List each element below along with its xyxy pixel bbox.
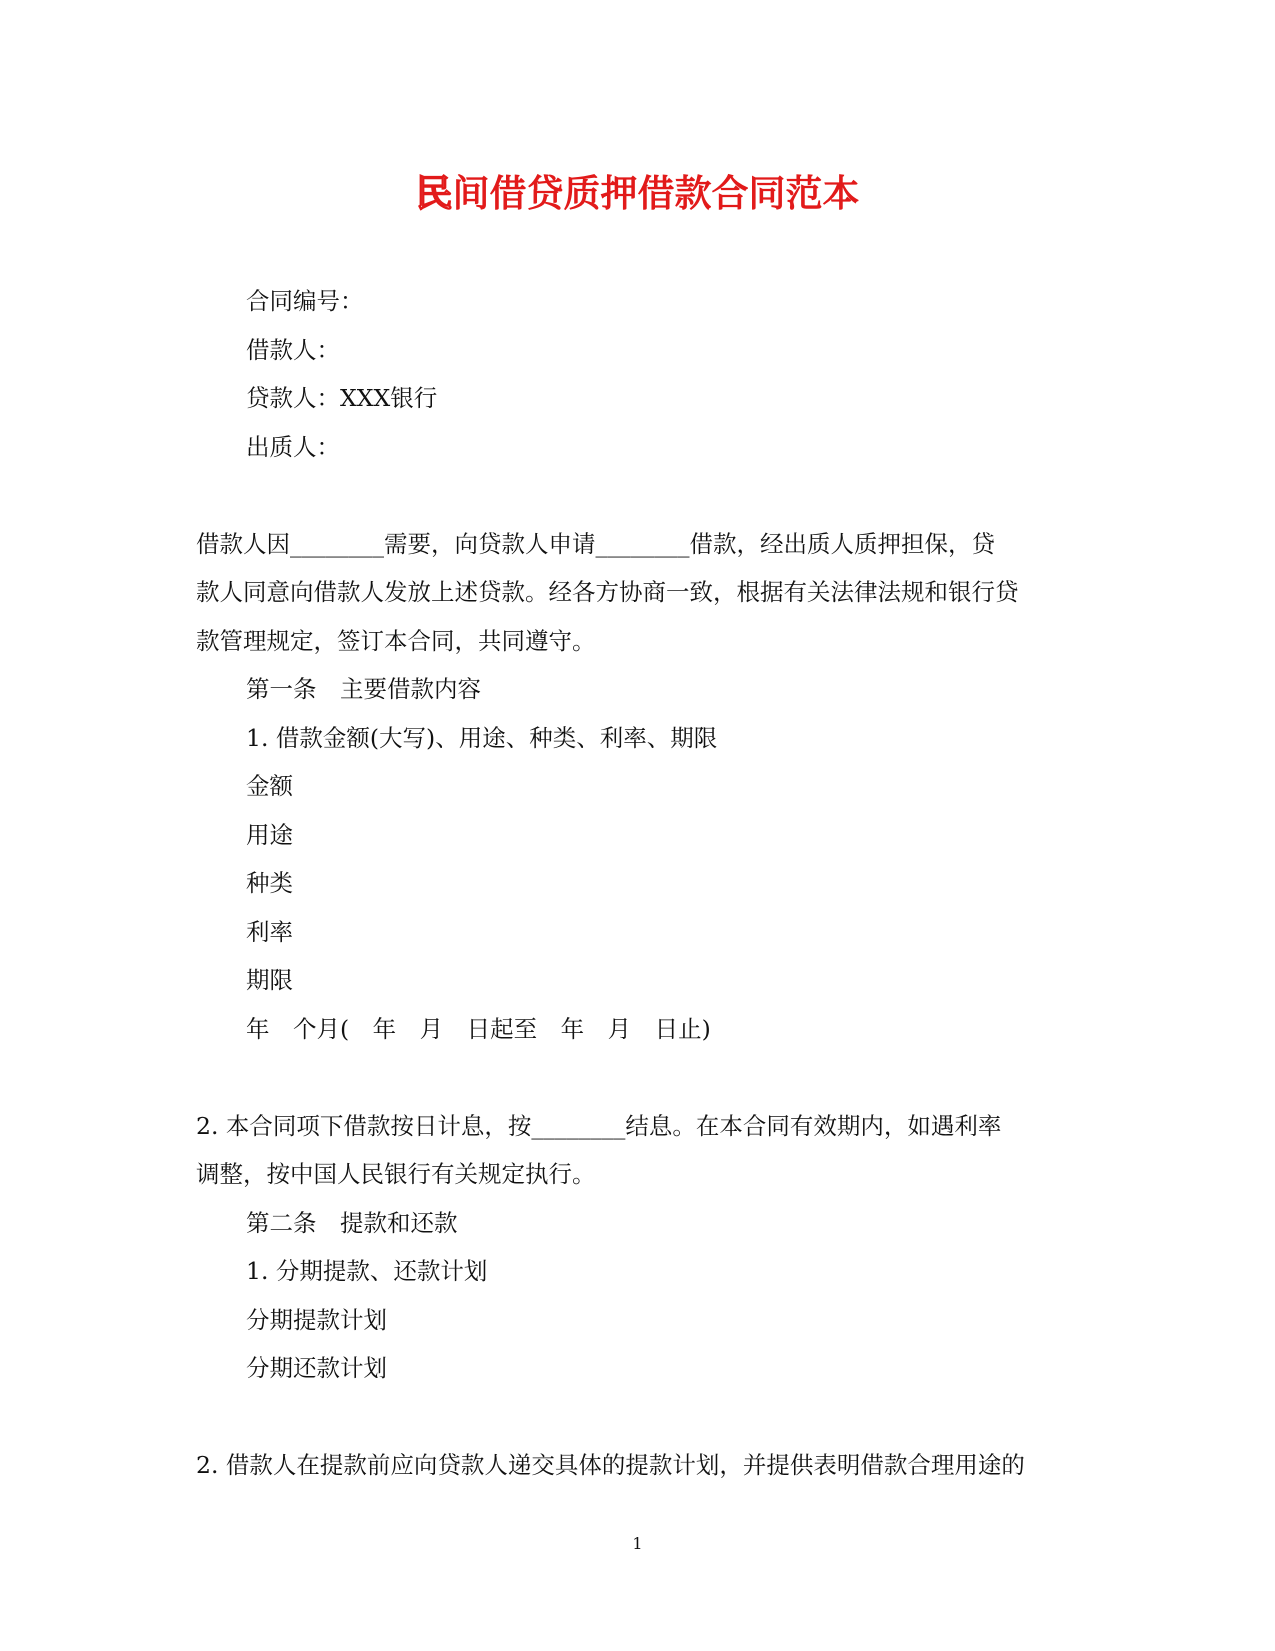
intro-paragraph-line: 款人同意向借款人发放上述贷款。经各方协商一致，根据有关法律法规和银行贷 <box>196 578 1019 606</box>
repayment-plan-field: 分期还款计划 <box>246 1354 387 1382</box>
intro-paragraph-line: 借款人因________需要，向贷款人申请________借款，经出质人质押担保，贷 <box>196 529 995 558</box>
title-first-char: 民 <box>415 171 453 215</box>
contract-number-field: 合同编号： <box>246 287 364 315</box>
term-date-line: 年 个月( 年 月 日起至 年 月 日止) <box>246 1014 711 1043</box>
blank-line <box>196 1053 1076 1102</box>
article-1-heading: 第一条 主要借款内容 <box>246 675 481 703</box>
page-number: 1 <box>632 1534 643 1553</box>
intro-paragraph-line: 款管理规定，签订本合同，共同遵守。 <box>196 626 596 655</box>
withdrawal-plan-field: 分期提款计划 <box>246 1305 387 1334</box>
article-2-item-2-line: 2. 借款人在提款前应向贷款人递交具体的提款计划，并提供表明借款合理用途的 <box>196 1451 1025 1479</box>
interest-rate-field: 利率 <box>246 917 293 946</box>
title-text: 间借贷质押借款合同范本 <box>452 171 860 215</box>
lender-field: 贷款人：XXX银行 <box>246 384 438 412</box>
amount-field: 金额 <box>246 772 293 800</box>
purpose-field: 用途 <box>246 820 293 849</box>
type-field: 种类 <box>246 869 293 897</box>
document-body <box>196 277 1076 1490</box>
article-1-item-2-line: 2. 本合同项下借款按日计息，按________结息。在本合同有效期内，如遇利率 <box>196 1111 1002 1140</box>
article-1-item-2-line: 调整，按中国人民银行有关规定执行。 <box>196 1160 596 1188</box>
blank-line <box>196 471 1076 520</box>
pledgor-field: 出质人： <box>246 432 340 461</box>
article-2-item-1: 1. 分期提款、还款计划 <box>246 1257 488 1285</box>
article-2-heading: 第二条 提款和还款 <box>246 1208 458 1237</box>
blank-line <box>196 1393 1076 1442</box>
article-1-item-1: 1. 借款金额(大写)、用途、种类、利率、期限 <box>246 723 718 752</box>
document-title <box>0 168 1275 218</box>
term-field: 期限 <box>246 966 293 994</box>
borrower-field: 借款人： <box>246 335 340 364</box>
